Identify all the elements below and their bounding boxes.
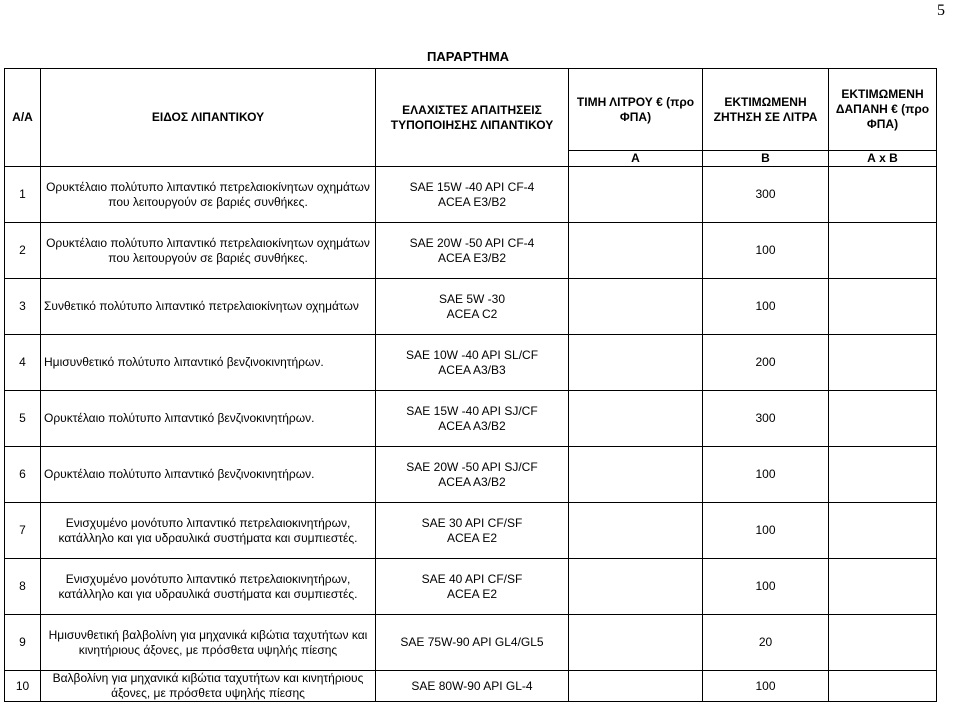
row-num: 7: [5, 503, 41, 559]
row-price: [569, 503, 703, 559]
row-cost: [829, 503, 937, 559]
row-cost: [829, 335, 937, 391]
row-price: [569, 559, 703, 615]
row-cost: [829, 223, 937, 279]
row-num: 1: [5, 167, 41, 223]
row-demand: 300: [703, 167, 829, 223]
row-demand: 100: [703, 279, 829, 335]
header-cost: ΕΚΤΙΜΩΜΕΝΗ ΔΑΠΑΝΗ € (προ ΦΠΑ): [829, 69, 937, 151]
header-type: ΕΙΔΟΣ ΛΙΠΑΝΤΙΚΟΥ: [41, 69, 376, 167]
spec-line: ACEA E2: [446, 530, 498, 545]
row-num: 3: [5, 279, 41, 335]
row-spec: [376, 615, 569, 671]
row-spec: [376, 447, 569, 503]
row-demand: 100: [703, 559, 829, 615]
spec-line: ACEA A3/B2: [438, 474, 506, 489]
spec-line: SAE 80W-90 API GL-4: [411, 678, 533, 693]
row-type: Ορυκτέλαιο πολύτυπο λιπαντικό βενζινοκινητήρων.: [41, 391, 376, 447]
row-num: 8: [5, 559, 41, 615]
spec-line: SAE 30 API CF/SF: [421, 515, 523, 530]
lubricants-table: [4, 68, 937, 702]
header-demand: ΕΚΤΙΜΩΜΕΝΗ ΖΗΤΗΣΗ ΣΕ ΛΙΤΡΑ: [703, 69, 829, 151]
row-price: [569, 447, 703, 503]
row-num: 5: [5, 391, 41, 447]
row-price: [569, 223, 703, 279]
row-type: Ημισυνθετική βαλβολίνη για μηχανικά κιβώτια ταχυτήτων και κινητήριους άξονες, με πρόσθετα υψηλής πίεσης: [41, 615, 376, 671]
spec-line: ACEA A3/B2: [438, 418, 506, 433]
row-spec: [376, 167, 569, 223]
header-spec: ΕΛΑΧΙΣΤΕΣ ΑΠΑΙΤΗΣΕΙΣ ΤΥΠΟΠΟΙΗΣΗΣ ΛΙΠΑΝΤΙΚΟΥ: [376, 69, 569, 167]
header-num: Α/Α: [5, 69, 41, 167]
spec-line: SAE 75W-90 API GL4/GL5: [400, 635, 544, 649]
spec-line: SAE 5W -30: [438, 291, 506, 306]
row-demand: 300: [703, 391, 829, 447]
row-spec: [376, 391, 569, 447]
row-num: 9: [5, 615, 41, 671]
row-spec: [376, 279, 569, 335]
row-cost: [829, 615, 937, 671]
row-demand: 200: [703, 335, 829, 391]
row-demand: 20: [703, 615, 829, 671]
row-demand: 100: [703, 503, 829, 559]
annex-title: ΠΑΡΑΡΤΗΜΑ: [426, 49, 510, 64]
row-num: 10: [5, 671, 41, 702]
row-price: [569, 335, 703, 391]
row-cost: [829, 447, 937, 503]
row-spec: [376, 335, 569, 391]
table-row: [5, 167, 937, 223]
row-demand: 100: [703, 671, 829, 702]
row-type: Ημισυνθετικό πολύτυπο λιπαντικό βενζινοκινητήρων.: [41, 335, 376, 391]
header-cost-code: Α x Β: [829, 151, 937, 167]
header-demand-code: Β: [703, 151, 829, 167]
spec-line: ACEA E3/B2: [437, 250, 507, 265]
row-spec: [376, 559, 569, 615]
row-spec: [376, 223, 569, 279]
table-row: [5, 447, 937, 503]
row-demand: 100: [703, 447, 829, 503]
spec-line: SAE 15W -40 API CF-4: [409, 179, 535, 194]
row-price: [569, 279, 703, 335]
row-demand: 100: [703, 223, 829, 279]
spec-line: ACEA E2: [446, 586, 498, 601]
table-row: [5, 391, 937, 447]
row-cost: [829, 391, 937, 447]
row-type: Ενισχυμένο μονότυπο λιπαντικό πετρελαιοκινητήρων, κατάλληλο και για υδραυλικά συστήματα και συμπιεστές.: [41, 559, 376, 615]
spec-line: SAE 10W -40 API SL/CF: [405, 347, 539, 362]
spec-line: SAE 20W -50 API SJ/CF: [406, 459, 538, 474]
row-spec: [376, 503, 569, 559]
spec-line: ACEA A3/B3: [438, 362, 506, 377]
spec-line: SAE 15W -40 API SJ/CF: [406, 403, 538, 418]
spec-line: SAE 20W -50 API CF-4: [409, 235, 535, 250]
row-type: Ορυκτέλαιο πολύτυπο λιπαντικό πετρελαιοκίνητων οχημάτων που λειτουργούν σε βαριές συνθήκες.: [41, 223, 376, 279]
table-row: [5, 503, 937, 559]
header-price-code: Α: [569, 151, 703, 167]
spec-line: ACEA E3/B2: [437, 194, 507, 209]
spec-line: ACEA C2: [446, 306, 498, 321]
table-row: [5, 615, 937, 671]
row-cost: [829, 559, 937, 615]
table-row: [5, 559, 937, 615]
row-type: Ενισχυμένο μονότυπο λιπαντικό πετρελαιοκινητήρων, κατάλληλο και για υδραυλικά συστήματα και συμπιεστές.: [41, 503, 376, 559]
row-num: 4: [5, 335, 41, 391]
row-cost: [829, 279, 937, 335]
table-row: [5, 223, 937, 279]
row-price: [569, 615, 703, 671]
row-type: Ορυκτέλαιο πολύτυπο λιπαντικό πετρελαιοκίνητων οχημάτων που λειτουργούν σε βαριές συνθήκες.: [41, 167, 376, 223]
page-number: 5: [937, 2, 945, 19]
row-num: 2: [5, 223, 41, 279]
row-num: 6: [5, 447, 41, 503]
table-row: [5, 335, 937, 391]
row-type: Βαλβολίνη για μηχανικά κιβώτια ταχυτήτων και κινητήριους άξονες, με πρόσθετα υψηλής πίεσης: [41, 671, 376, 702]
row-price: [569, 167, 703, 223]
spec-line: SAE 40 API CF/SF: [421, 571, 523, 586]
row-type: Συνθετικό πολύτυπο λιπαντικό πετρελαιοκίνητων οχημάτων: [41, 279, 376, 335]
row-cost: [829, 167, 937, 223]
row-type: Ορυκτέλαιο πολύτυπο λιπαντικό βενζινοκινητήρων.: [41, 447, 376, 503]
table-row: [5, 279, 937, 335]
row-price: [569, 391, 703, 447]
header-price: ΤΙΜΗ ΛΙΤΡΟΥ € (προ ΦΠΑ): [569, 69, 703, 151]
